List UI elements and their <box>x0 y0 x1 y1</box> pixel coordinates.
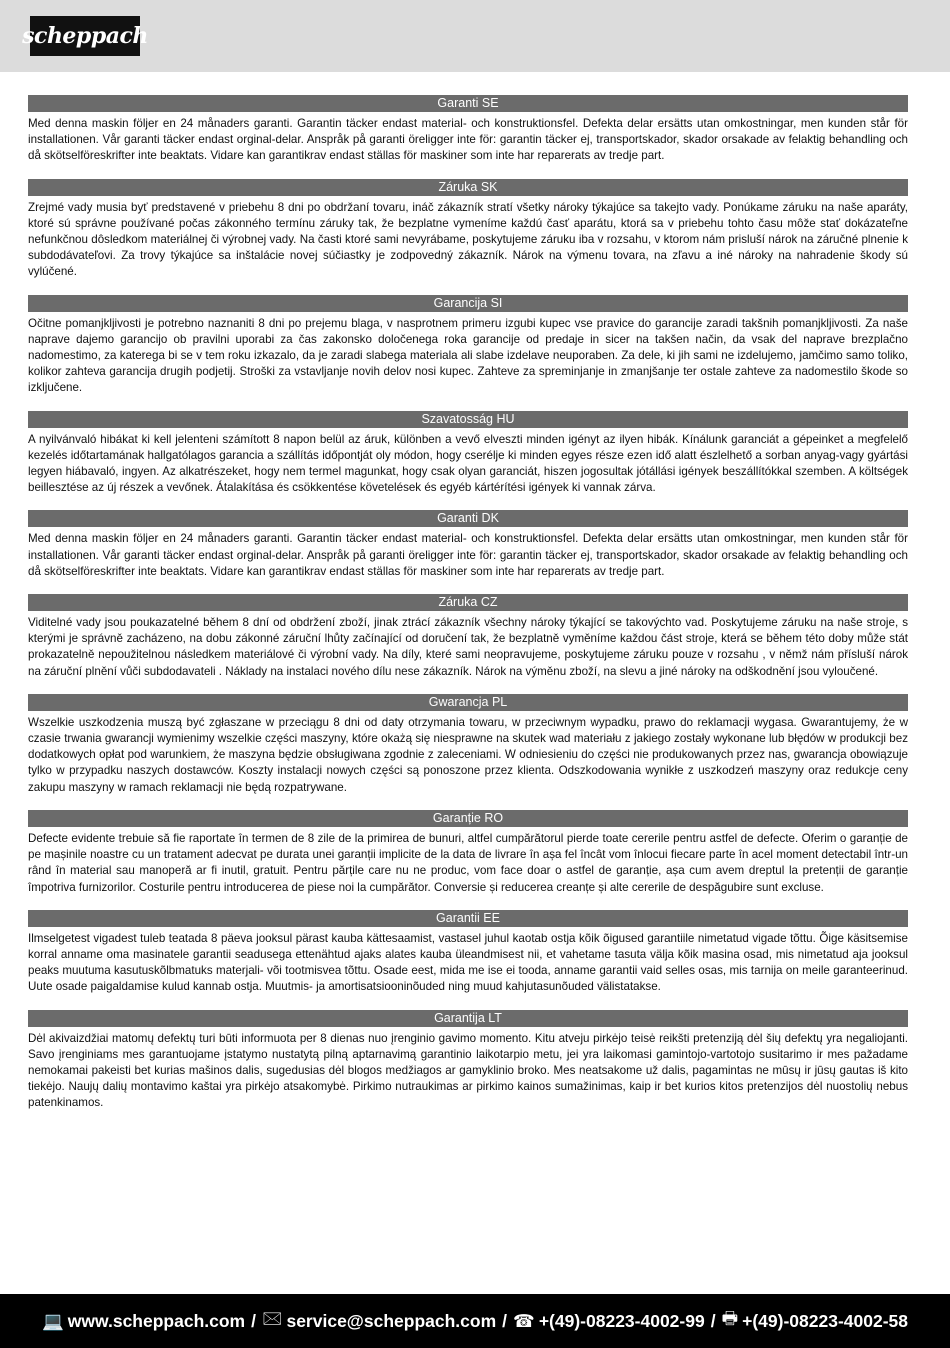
warranty-content <box>28 95 908 1126</box>
section-body: Viditelné vady jsou poukazatelné během 8 dní od obdržení zboží, jinak ztrácí zákazník všechny nároky týkající se takovýchto vad. Poskytujeme záruku na naše stroje, s kterými je správně zacházeno, na dobu zákonné záruční lhůty začínající od doručení tak, že bezplatně vyměníme každou část stroje, která se během této doby může stát prokazatelně nepoužitelnou následkem materiálové či výrobní vady. Na díly, které sami neopravujeme, poskytujeme záruku pouze v rozsahu , v němž nám přísluší nárok na záruční plnění vůči subdodavateli . Náklady na instalaci nového dílu nese zákazník. Nárok na výměnu zboží, na slevu a jiné nároky na odškodnění jsou vyloučené. <box>28 616 908 678</box>
email-link[interactable]: service@scheppach.com <box>286 1310 497 1331</box>
website-link[interactable]: www.scheppach.com <box>67 1310 246 1331</box>
section-title: Garanti SE <box>28 95 908 112</box>
phone-number: +(49)-08223-4002-99 <box>538 1310 705 1331</box>
page-header <box>0 0 950 72</box>
section-title: Garanti DK <box>28 510 908 527</box>
separator: / <box>710 1310 716 1331</box>
section-title: Gwarancja PL <box>28 694 908 711</box>
computer-icon: 💻 <box>41 1310 64 1331</box>
warranty-section-cz <box>28 594 908 680</box>
warranty-section-ee <box>28 910 908 996</box>
section-title: Szavatosság HU <box>28 411 908 428</box>
warranty-section-lt <box>28 1010 908 1112</box>
warranty-section-sk <box>28 179 908 281</box>
section-body: Zrejmé vady musia byť predstavené v priebehu 8 dni po obdržaní tovaru, ináč zákazník stratí všetky nároky týkajúce sa takejto vady. Ponúkame záruku na naše aparáty, ktoré sú správne používané počas zákonného termínu záruky tak, že bezplatne vymeníme každú časť aparátu, ktorá sa v priebehu tohto času môže stať dokázateľne nefunkčnou dôsledkom materiálnej či výrobnej vady. Na časti ktoré sami nevyrábame, poskytujeme záruku iba v rozsahu, v ktorom nám prisluší nárok na záručné plnenie k subdodávateľovi. Za trovy týkajúce sa inštalácie novej súčiastky je zodpovedný zákazník. Nárok na výmenu tovara, na zľavu a iné nároky na nahradenie škody sú vylúčené. <box>28 200 908 279</box>
envelope-icon: 🖂 <box>261 1308 283 1328</box>
separator: / <box>502 1310 508 1331</box>
section-title: Záruka SK <box>28 179 908 196</box>
separator: / <box>251 1310 256 1331</box>
section-body: Dėl akivaizdžiai matomų defektų turi būti informuota per 8 dienas nuo įrenginio gavimo momento. Kitu atveju pirkėjo teisė reikšti pretenziją dėl šių defektų yra negaliojanti. Savo įrenginiams mes garantuojame įstatymo nustatytą pilną aptarnavimą garantinio laikotarpio metu, jei yra laikomasi gamintojo-vartotojo susitarimo ir mes pažadame nemokamai pakeisti bet kurias mašinos dalis, sugedusias dėl blogos medžiagos ar gamyklinio broko. Mes neatsakome už dalis, pagamintas ne mūsų ir jūsų gautas iš kito tiekėjo. Naujų dalių montavimo kaštai yra pirkėjo atsakomybė. Pirkimo nutraukimas ar pirkimo kainos sumažinimas, kaip ir bet kurios kitos pretenzijos dėl nuostolių nebus patenkinamos. <box>28 1031 908 1110</box>
warranty-section-dk <box>28 510 908 580</box>
contact-footer <box>0 1294 950 1348</box>
section-body: Defecte evidente trebuie să fie raportate în termen de 8 zile de la primirea de bunuri, altfel cumpărătorul pierde toate cererile pentru astfel de defecte. Oferim o garanție de pe mașinile noastre cu un tratament adecvat pe durata unei garanții implicite de la data de livrare în așa fel încât vom înlocui fiecare parte în acel moment detectabil într-un rând în material sau manoperă ar fi inutil, gratuit. Pentru părțile care nu ne produc, vom face doar o astfel de garanție, așa cum avem dreptul la pretenții de garanție împotriva furnizorilor. Costurile pentru introducerea de piese noi la cumpărător. Conversie și reducerea creanțe și alte cererile de despăgubire sunt excluse. <box>28 831 908 894</box>
warranty-section-si <box>28 295 908 397</box>
section-title: Garancija SI <box>28 295 908 312</box>
section-body: Med denna maskin följer en 24 månaders garanti. Garantin täcker endast material- och konstruktionsfel. Defekta delar ersätts utan omkostningar, men kunden står för installationen. Vår garanti täcker endast orginal-delar. Anspråk på garanti öreligger inte för: garantin täcker ej, transportskador, skador orsakade av felaktig behandling och då skötselföreskrifter inte beaktats. Vidare kan garantikrav endast ställas för maskiner som inte har reparerats av tredje part. <box>28 117 908 163</box>
warranty-section-se <box>28 95 908 165</box>
warranty-section-pl <box>28 694 908 796</box>
section-body: A nyilvánvaló hibákat ki kell jelenteni számított 8 napon belül az áruk, különben a vevő elveszti minden igényt az ilyen hibák. Kínálunk garanciát a gépeinket a megfelelő kezelés időtartamának hallgatólagos garancia a szállítás időpontját oly módon, hogy cserélje ki minden egyes része ezen idő alatt észlelhető a sorban anyag-vagy gyártási legyen hiábavaló, ingyen. Az alkatrészeket, hogy nem termel magunkat, hogy csak olyan garanciát, hiszen jogosultak jótállási igények beszállítókkal szemben. A költségek beillesztése az új részek a vevőnek. Átalakítása és csökkentése követelések és egyéb kártérítési igények ki vannak zárva. <box>28 432 908 495</box>
section-body: Med denna maskin följer en 24 månaders garanti. Garantin täcker endast material- och konstruktionsfel. Defekta delar ersätts utan omkostningar, men kunden står för installationen. Vår garanti täcker endast orginal-delar. Anspråk på garanti öreligger inte för: garantin täcker ej, transportskador, skador orsakade av felaktig behandling och då skötselföreskrifter inte beaktats. Vidare kan garantikrav endast ställas för maskiner som inte har reparerats av tredje part. <box>28 532 908 578</box>
section-title: Garantija LT <box>28 1010 908 1027</box>
warranty-section-hu <box>28 411 908 497</box>
warranty-section-ro <box>28 810 908 896</box>
section-title: Záruka CZ <box>28 594 908 611</box>
section-body: Očitne pomanjkljivosti je potrebno naznaniti 8 dni po prejemu blaga, v nasprotnem primeru izgubi kupec vse pravice do garancije zaradi takšnih pomanjkljivosti. Za naše naprave dajemo garancijo ob pravilni uporabi za čas zakonsko določenega roka garancije od predaje in sicer na takšen način, da vsak del naprave brezplačno nadomestimo, za katerega bi se v tem roku izkazalo, da je zaradi slabega materiala ali slabe izdelave neuporaben. Za dele, ki jih sami ne izdelujemo, jamčimo samo toliko, kolikor zahteva garancija drugih podjetij. Stroški za vstavljanje novih delov nosi kupec. Zahteve za spreminjanje in zmanjšanje ter ostale zahteve za nadomestilo škode so izključene. <box>28 316 908 395</box>
section-title: Garantii EE <box>28 910 908 927</box>
section-body: Ilmselgetest vigadest tuleb teatada 8 päeva jooksul pärast kauba kättesaamist, vastasel juhul kaotab ostja kõik õigused garantiile nimetatud vigade tõttu. Õige käsitsemise korral anname oma masinatele garantii seadusega ettenähtud ajaks alates kauba üleandmisest nii, et vahetame tasuta välja kõik masina osad, mis nimetatud aja jooksul peaks muutuma kasutuskõlbmatuks materjali- või tootmisvea tõttu. Osade eest, mida me ise ei tooda, anname garantii vaid selles osas, mis tarnija on meile garanteerinud. Uute osade paigaldamise kulud kannab ostja. Muutmis- ja amortisatsiooninõuded ning muud kahjutasunõuded välistatakse. <box>28 931 908 994</box>
fax-number: +(49)-08223-4002-58 <box>742 1310 909 1331</box>
section-body: Wszelkie uszkodzenia muszą być zgłaszane w przeciągu 8 dni od daty otrzymania towaru, w przeciwnym wypadku, prawo do reklamacji wygasa. Gwarantujemy, że w czasie trwania gwarancji wymienimy wszelkie części maszyny, które okażą się niesprawne na skutek wad materiału z jakiego zostały wykonane lub błędów w produkcji bez dodatkowych opłat pod warunkiem, że maszyna będzie obsługiwana zgodnie z zaleceniami. W odniesieniu do części nie produkowanych przez nas, gwarancja obowiązuje tylko w przypadku naszych dostawców. Koszty instalacji nowych części są ponoszone przez klienta. Odszkodowania wynikłe z uszkodzeń maszyny oraz redukcje ceny zakupu maszyny w ramach reklamacji nie będą rozpatrywane. <box>28 715 908 794</box>
section-title: Garanție RO <box>28 810 908 827</box>
scheppach-logo: scheppach <box>30 16 140 56</box>
telephone-icon: ☎ <box>513 1310 535 1331</box>
fax-icon: 🖶 <box>721 1308 739 1328</box>
